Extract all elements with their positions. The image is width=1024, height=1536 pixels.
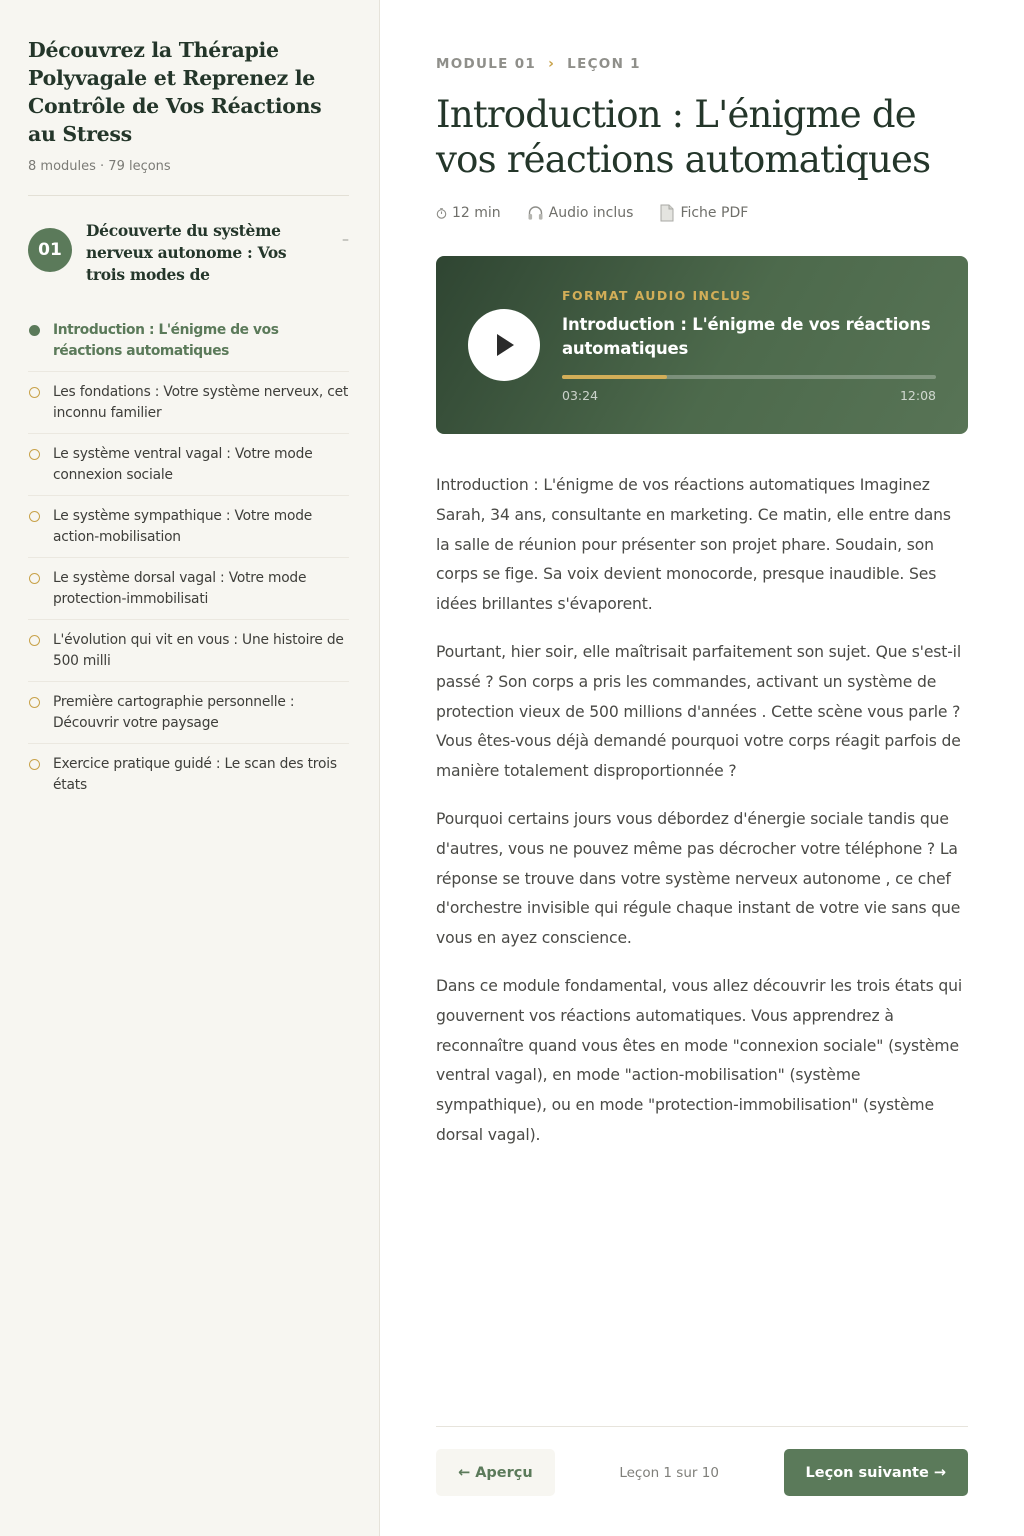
lesson-footer xyxy=(436,1426,968,1496)
lesson-item[interactable] xyxy=(28,310,349,372)
next-lesson-button[interactable]: Leçon suivante → xyxy=(784,1449,968,1496)
lesson-status-icon xyxy=(29,325,40,336)
lesson-label: Introduction : L'énigme de vos réactions automatiques xyxy=(53,322,279,359)
duration-text: 12 min xyxy=(452,205,501,221)
content-paragraph: Pourtant, hier soir, elle maîtrisait parfaitement son sujet. Que s'est-il passé ? Son corps a pris les commandes, activant un système de protection vieux de 500 millions d'années . Cette scène vous parle ? Vous êtes-vous déjà demandé pourquoi votre corps réagit parfois de manière totalement disproportionnée ? xyxy=(436,642,962,781)
play-button[interactable] xyxy=(468,309,540,381)
lesson-item[interactable] xyxy=(28,496,349,558)
lesson-item[interactable] xyxy=(28,372,349,434)
lesson-label: Les fondations : Votre système nerveux, cet inconnu familier xyxy=(53,384,349,421)
audio-times xyxy=(562,388,936,403)
pdf-text: Fiche PDF xyxy=(680,205,749,221)
module-number-badge: 01 xyxy=(28,228,72,272)
collapse-icon[interactable]: – xyxy=(342,232,349,248)
lesson-item[interactable] xyxy=(28,434,349,496)
audio-progress-fill xyxy=(562,375,667,379)
content-paragraph: Introduction : L'énigme de vos réactions automatiques Imaginez Sarah, 34 ans, consultante en marketing. Ce matin, elle entre dans la salle de réunion pour présenter son projet phare. Soudain, son corps se fige. Sa voix devient monocorde, presque inaudible. Ses idées brillantes s'évaporent. xyxy=(436,476,951,614)
clock-icon xyxy=(436,208,447,219)
lesson-main xyxy=(436,0,968,1169)
lesson-label: Le système ventral vagal : Votre mode connexion sociale xyxy=(53,446,313,483)
audio-title: Introduction : L'énigme de vos réactions automatiques xyxy=(562,315,931,358)
lesson-status-icon xyxy=(29,449,40,460)
page-title: Introduction : L'énigme de vos réactions automatiques xyxy=(436,93,931,181)
lesson-content xyxy=(436,471,968,1151)
document-icon xyxy=(659,204,675,222)
total-time: 12:08 xyxy=(899,388,936,403)
module-title: Découverte du système nerveux autonome : Vos trois modes de xyxy=(86,221,287,284)
lesson-label: Première cartographie personnelle : Découvrir votre paysage xyxy=(53,694,295,731)
lesson-list xyxy=(28,310,349,805)
headphones-icon xyxy=(527,205,544,221)
lesson-label: Le système dorsal vagal : Votre mode protection-immobilisati xyxy=(53,570,307,607)
lesson-label: L'évolution qui vit en vous : Une histoire de 500 milli xyxy=(53,632,344,669)
lesson-status-icon xyxy=(29,573,40,584)
course-meta: 8 modules · 79 leçons xyxy=(28,159,171,174)
sidebar-divider xyxy=(28,195,349,196)
lesson-item[interactable] xyxy=(28,744,349,805)
lesson-item[interactable] xyxy=(28,558,349,620)
breadcrumb xyxy=(436,56,968,72)
lesson-meta xyxy=(436,204,968,222)
audio-text: Audio inclus xyxy=(548,205,634,221)
audio-player xyxy=(436,256,968,434)
breadcrumb-module[interactable]: MODULE 01 xyxy=(436,56,537,72)
lesson-status-icon xyxy=(29,511,40,522)
lesson-label: Le système sympathique : Votre mode action-mobilisation xyxy=(53,508,313,545)
audio-info xyxy=(562,288,936,403)
audio-meta xyxy=(527,205,634,221)
play-icon xyxy=(491,331,517,359)
chevron-right-icon: › xyxy=(548,56,556,72)
previous-button[interactable]: ← Aperçu xyxy=(436,1449,555,1496)
course-sidebar xyxy=(0,0,380,1536)
lesson-status-icon xyxy=(29,387,40,398)
duration-meta xyxy=(436,205,501,221)
content-paragraph: Dans ce module fondamental, vous allez découvrir les trois états qui gouvernent vos réactions automatiques. Vous apprendrez à reconnaître quand vous êtes en mode "connexion sociale" (système ventral vagal), en mode "action-mobilisation" (système sympathique), ou en mode "protection-immobilisation" (système dorsal vagal). xyxy=(436,976,963,1144)
module-header[interactable] xyxy=(28,220,349,286)
lesson-pager: Leçon 1 sur 10 xyxy=(619,1464,719,1481)
pdf-meta[interactable] xyxy=(659,204,748,222)
lesson-status-icon xyxy=(29,635,40,646)
content-paragraph: Pourquoi certains jours vous débordez d'énergie sociale tandis que d'autres, vous ne pouvez même pas décrocher votre téléphone ? La réponse se trouve dans votre système nerveux autonome , ce chef d'orchestre invisible qui régule chaque instant de votre vie sans que vous en ayez conscience. xyxy=(436,809,961,948)
audio-kicker: FORMAT AUDIO INCLUS xyxy=(562,288,752,303)
lesson-status-icon xyxy=(29,759,40,770)
breadcrumb-lesson: LEÇON 1 xyxy=(567,56,641,72)
course-title: Découvrez la Thérapie Polyvagale et Reprenez le Contrôle de Vos Réactions au Stress xyxy=(28,38,322,146)
lesson-item[interactable] xyxy=(28,682,349,744)
lesson-status-icon xyxy=(29,697,40,708)
lesson-item[interactable] xyxy=(28,620,349,682)
lesson-label: Exercice pratique guidé : Le scan des trois états xyxy=(53,756,337,793)
audio-progress-bar[interactable] xyxy=(562,375,936,379)
current-time: 03:24 xyxy=(562,388,599,403)
